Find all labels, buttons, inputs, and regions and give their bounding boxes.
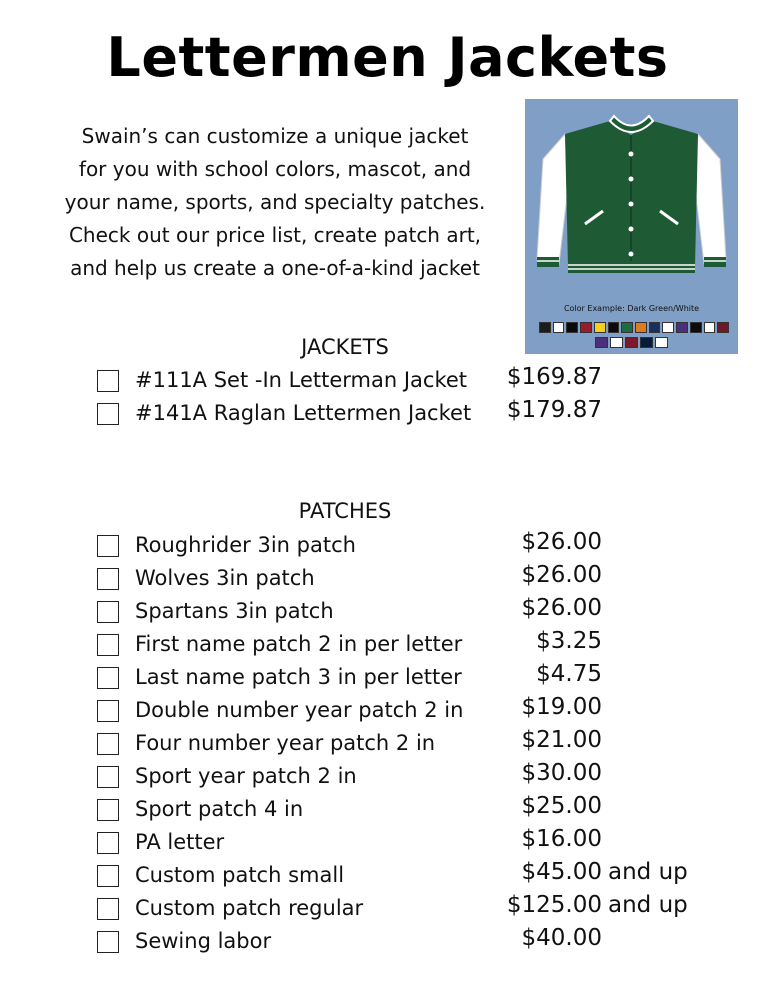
item-price xyxy=(507,395,602,425)
item-price xyxy=(522,791,602,821)
item-label: Custom patch small xyxy=(135,863,345,887)
color-swatch xyxy=(690,322,702,333)
price-list-item xyxy=(97,596,717,626)
item-price-value: $19.00 xyxy=(521,694,602,720)
price-list-item xyxy=(97,365,717,395)
color-swatch xyxy=(676,322,688,333)
item-label: Custom patch regular xyxy=(135,896,364,920)
jacket-illustration xyxy=(525,99,738,299)
item-label: Wolves 3in patch xyxy=(135,566,315,590)
item-price-suffix: and up xyxy=(608,892,688,918)
price-list-item xyxy=(97,893,717,923)
item-checkbox[interactable] xyxy=(97,568,119,590)
item-price-value: $21.00 xyxy=(521,727,602,753)
intro-line: for you with school colors, mascot, and xyxy=(78,157,472,181)
price-list-item xyxy=(97,728,717,758)
item-price-value: $26.00 xyxy=(521,595,602,621)
item-checkbox[interactable] xyxy=(97,601,119,623)
item-label: #111A Set -In Letterman Jacket xyxy=(135,368,468,392)
patches-heading: PATCHES xyxy=(298,499,392,523)
item-price-value: $25.00 xyxy=(521,793,602,819)
item-price xyxy=(522,824,602,854)
intro-line: your name, sports, and specialty patches. xyxy=(64,190,486,214)
item-price-value: $169.87 xyxy=(506,364,602,390)
item-checkbox[interactable] xyxy=(97,535,119,557)
color-swatch xyxy=(610,337,623,348)
swatch-row xyxy=(539,337,729,348)
swatch-row xyxy=(539,322,729,333)
item-label: #141A Raglan Lettermen Jacket xyxy=(135,401,472,425)
item-checkbox[interactable] xyxy=(97,370,119,392)
item-checkbox[interactable] xyxy=(97,766,119,788)
color-swatches xyxy=(539,322,729,352)
item-checkbox[interactable] xyxy=(97,799,119,821)
item-checkbox[interactable] xyxy=(97,733,119,755)
item-price xyxy=(522,593,602,623)
color-swatch xyxy=(655,337,668,348)
item-checkbox[interactable] xyxy=(97,898,119,920)
intro-paragraph xyxy=(30,120,520,285)
item-price-value: $30.00 xyxy=(521,760,602,786)
item-checkbox[interactable] xyxy=(97,865,119,887)
page-title: Lettermen Jackets xyxy=(106,26,669,89)
color-swatch xyxy=(635,322,647,333)
item-label: Last name patch 3 in per letter xyxy=(135,665,462,689)
item-checkbox[interactable] xyxy=(97,403,119,425)
color-swatch xyxy=(553,322,565,333)
price-list-item xyxy=(97,695,717,725)
item-label: Double number year patch 2 in xyxy=(135,698,464,722)
color-swatch xyxy=(717,322,729,333)
item-label: Four number year patch 2 in xyxy=(135,731,436,755)
item-label: Sport patch 4 in xyxy=(135,797,304,821)
color-swatch xyxy=(640,337,653,348)
color-swatch xyxy=(621,322,633,333)
price-list-item xyxy=(97,563,717,593)
color-swatch xyxy=(539,322,551,333)
color-swatch xyxy=(566,322,578,333)
item-price-value: $45.00 xyxy=(521,859,602,885)
item-price-value: $40.00 xyxy=(521,925,602,951)
intro-line: and help us create a one-of-a-kind jacket xyxy=(70,256,480,280)
item-price-value: $26.00 xyxy=(521,529,602,555)
color-swatch xyxy=(649,322,661,333)
jackets-heading: JACKETS xyxy=(301,335,389,359)
item-price xyxy=(522,758,602,788)
item-checkbox[interactable] xyxy=(97,931,119,953)
price-list-item xyxy=(97,530,717,560)
intro-line: Swain’s can customize a unique jacket xyxy=(81,124,469,148)
price-list-item xyxy=(97,794,717,824)
item-label: Roughrider 3in patch xyxy=(135,533,356,557)
item-price xyxy=(507,362,602,392)
item-price-value: $26.00 xyxy=(521,562,602,588)
item-label: Sport year patch 2 in xyxy=(135,764,357,788)
item-price-value: $16.00 xyxy=(521,826,602,852)
color-swatch xyxy=(704,322,716,333)
item-price-value: $125.00 xyxy=(506,892,602,918)
item-price-value: $3.25 xyxy=(536,628,602,654)
color-swatch xyxy=(594,322,606,333)
price-list-item xyxy=(97,662,717,692)
item-price xyxy=(522,923,602,953)
item-price xyxy=(522,692,602,722)
item-label: Spartans 3in patch xyxy=(135,599,334,623)
item-label: Sewing labor xyxy=(135,929,272,953)
price-list-item xyxy=(97,860,717,890)
photo-caption: Color Example: Dark Green/White xyxy=(563,304,700,313)
item-price xyxy=(521,857,688,887)
color-swatch xyxy=(580,322,592,333)
item-label: PA letter xyxy=(135,830,225,854)
price-list-item xyxy=(97,761,717,791)
item-price xyxy=(506,890,688,920)
item-price xyxy=(522,725,602,755)
item-price xyxy=(522,560,602,590)
price-list-item xyxy=(97,926,717,956)
item-label: First name patch 2 in per letter xyxy=(135,632,463,656)
item-price xyxy=(536,626,602,656)
price-list-item xyxy=(97,827,717,857)
color-swatch xyxy=(662,322,674,333)
color-swatch xyxy=(625,337,638,348)
intro-line: Check out our price list, create patch art, xyxy=(68,223,482,247)
color-swatch xyxy=(608,322,620,333)
item-checkbox[interactable] xyxy=(97,700,119,722)
price-list-item xyxy=(97,629,717,659)
item-checkbox[interactable] xyxy=(97,832,119,854)
item-checkbox[interactable] xyxy=(97,667,119,689)
item-price xyxy=(536,659,602,689)
color-swatch xyxy=(595,337,608,348)
jacket-photo xyxy=(525,99,738,354)
item-price-suffix: and up xyxy=(608,859,688,885)
item-price xyxy=(522,527,602,557)
item-price-value: $4.75 xyxy=(536,661,602,687)
item-price-value: $179.87 xyxy=(506,397,602,423)
item-checkbox[interactable] xyxy=(97,634,119,656)
price-list-item xyxy=(97,398,717,428)
